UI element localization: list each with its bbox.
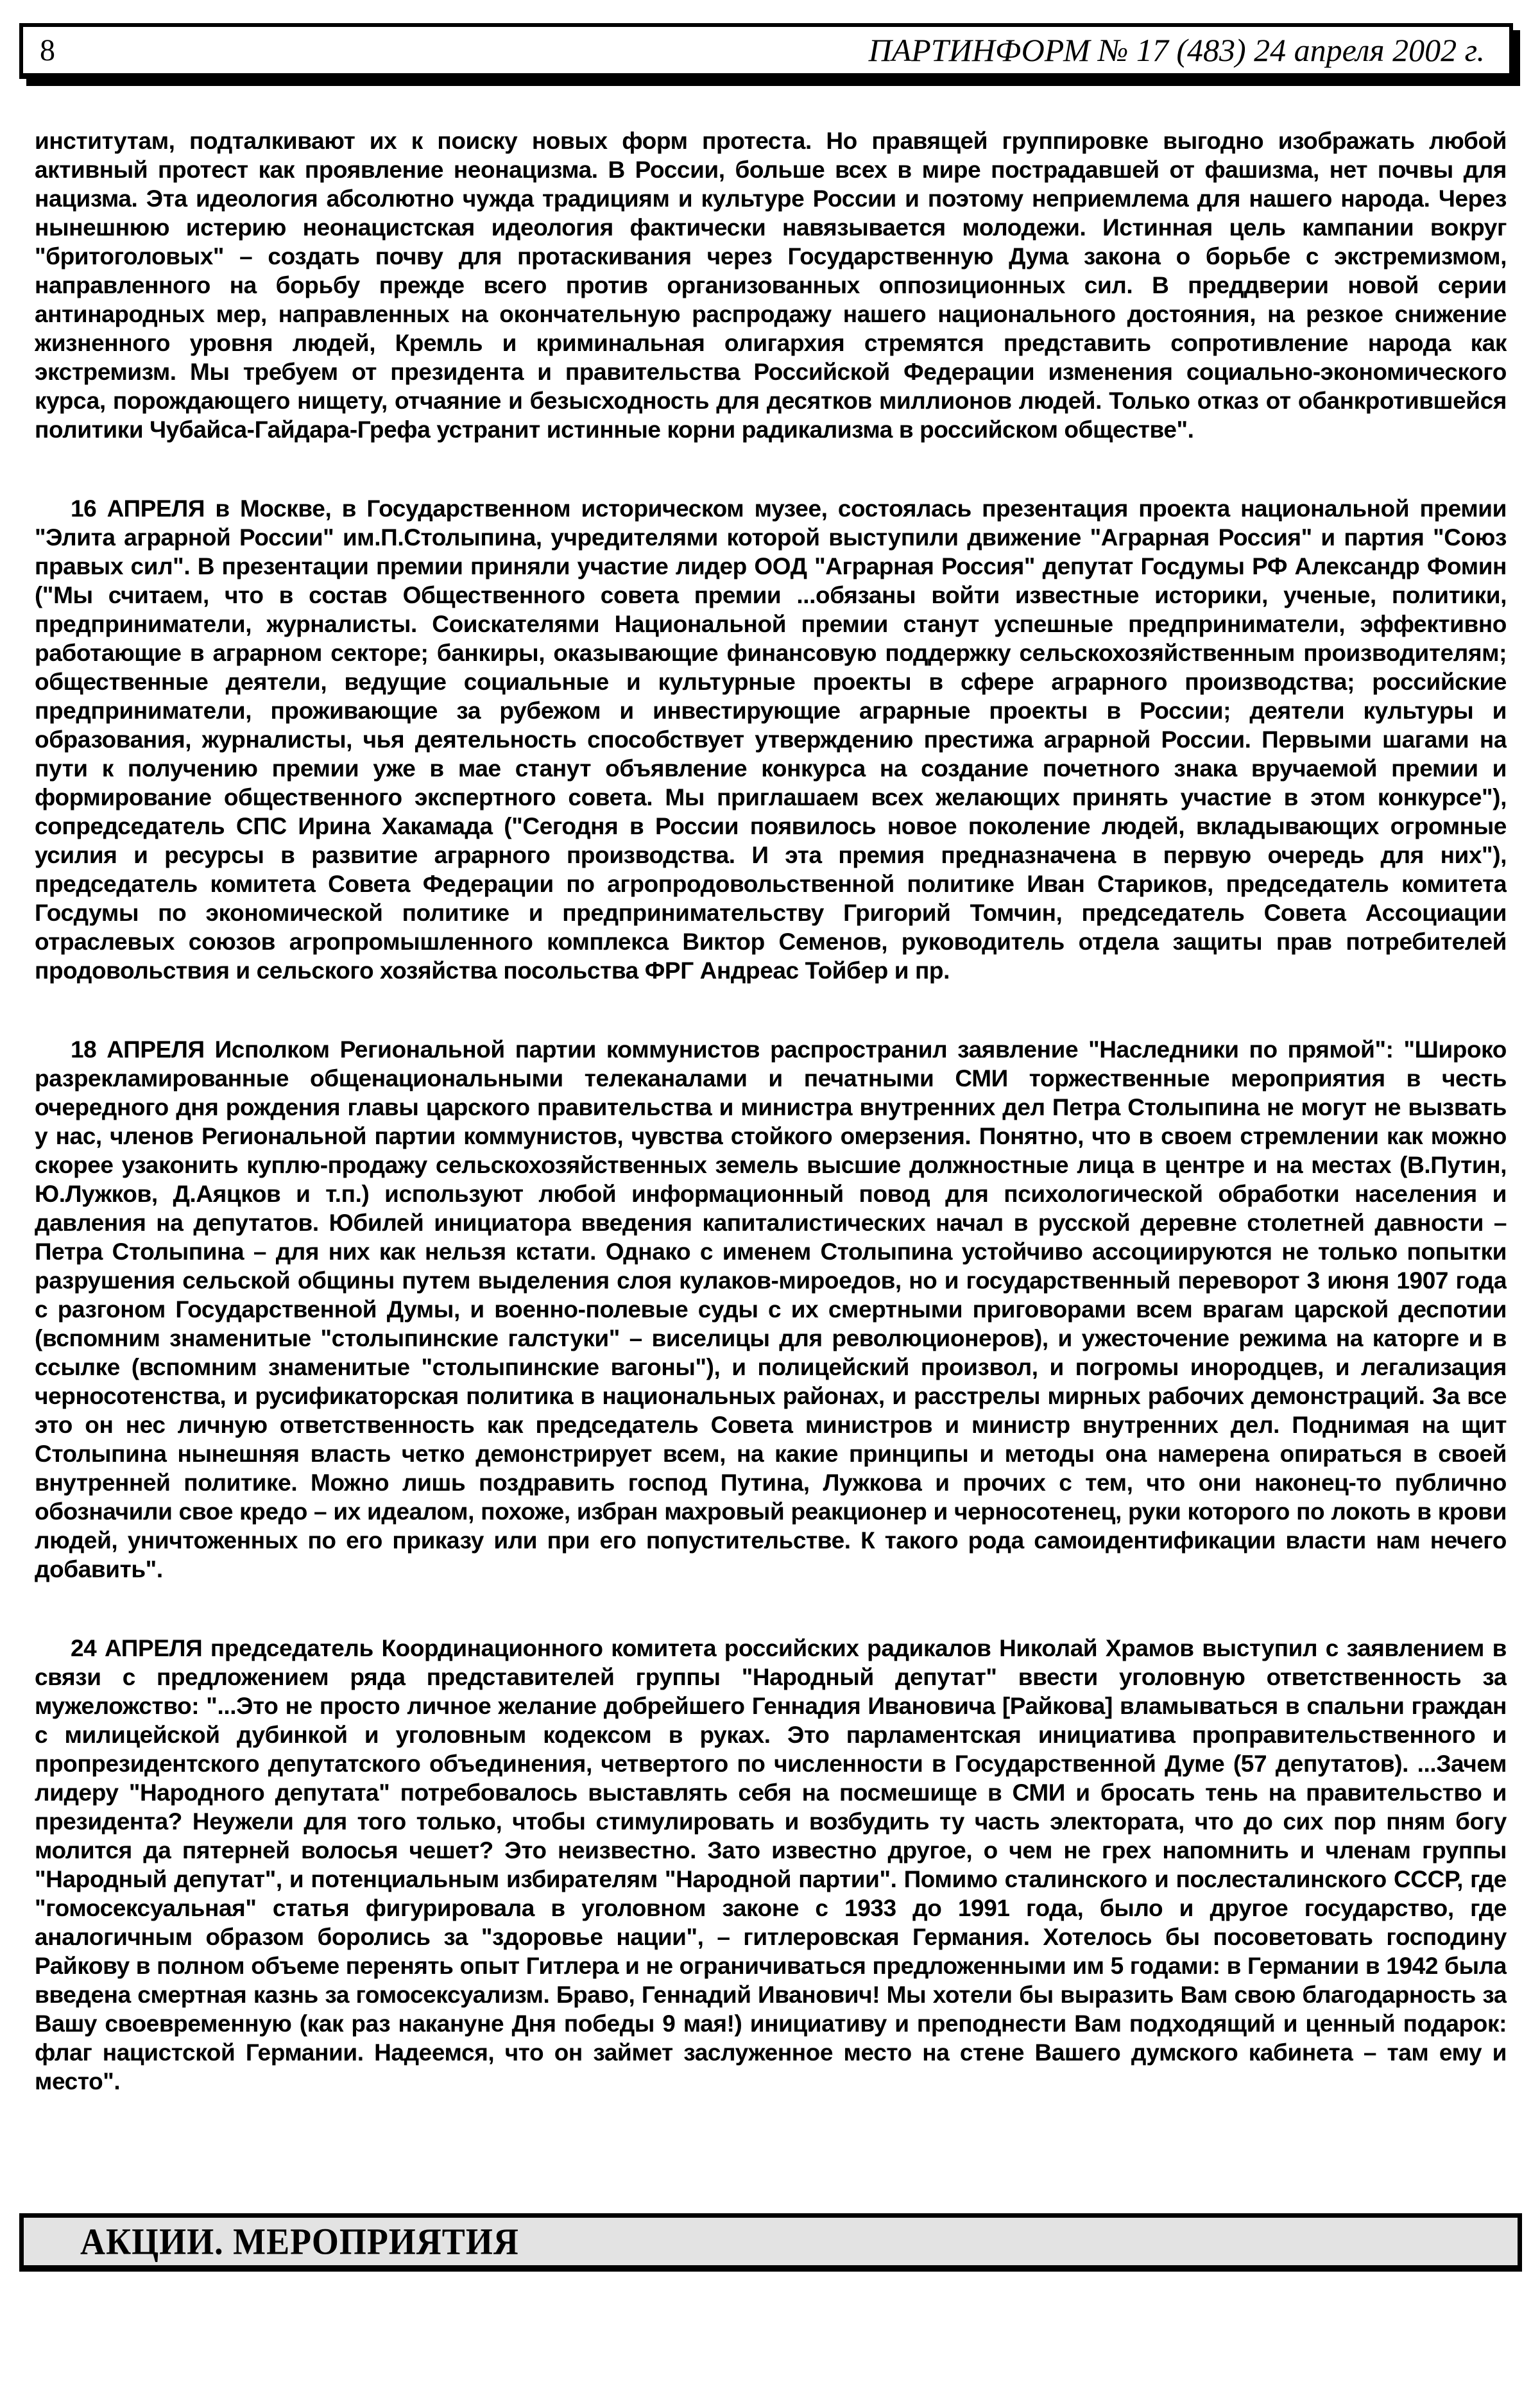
page-number: 8	[40, 33, 55, 67]
body-paragraph: 18 АПРЕЛЯ Исполком Региональной партии коммунистов распространил заявление "Наследники по прямой": "Широко разрекламированные общенациональными телеканалами и печатными СМИ торжественные мероприятия в честь очередного дня рождения главы царского правительства и министра внутренних дел Петра Столыпина не могут не вызвать у нас, членов Региональной партии коммунистов, чувства стойкого омерзения. Понятно, что в своем стремлении как можно скорее узаконить куплю-продажу сельскохозяйственных земель высшие должностные лица в центре и на местах (В.Путин, Ю.Лужков, Д.Аяцков и т.п.) используют любой информационный повод для психологической обработки населения и давления на депутатов. Юбилей инициатора введения капиталистических начал в русской деревне столетней давности – Петра Столыпина – для них как нельзя кстати. Однако с именем Столыпина устойчиво ассоциируются не только попытки разрушения сельской общины путем выделения слоя кулаков-мироедов, но и государственный переворот 3 июня 1907 года с разгоном Государственной Думы, и военно-полевые суды с их смертными приговорами всем врагам царской деспотии (вспомним знаменитые "столыпинские галстуки" – виселицы для революционеров), и ужесточение режима на каторге и в ссылке (вспомним знаменитые "столыпинские вагоны"), и полицейский произвол, и погромы инородцев, и легализация черносотенства, и русификаторская политика в национальных районах, и расстрелы мирных рабочих демонстраций. За все это он нес личную ответственность как председатель Совета министров и министр внутренних дел. Поднимая на щит Столыпина нынешняя власть четко демонстрирует всем, на какие принципы и методы она намерена опираться в своей внутренней политике. Можно лишь поздравить господ Путина, Лужкова и прочих с тем, что они наконец-то публично обозначили свое кредо – их идеалом, похоже, избран махровый реакционер и черносотенец, руки которого по локоть в крови людей, уничтоженных по его приказу или при его попустительстве. К такого рода самоидентификации власти нам нечего добавить".	[35, 1036, 1507, 1582]
body-paragraph: 24 АПРЕЛЯ председатель Координационного комитета российских радикалов Николай Храмов выступил с заявлением в связи с предложением ряда представителей группы "Народный депутат" ввести уголовную ответственность за мужеложство: "...Это не просто личное желание добрейшего Геннадия Ивановича [Райкова] вламываться в спальни граждан с милицейской дубинкой и уголовным кодексом в руках. Это парламентская инициатива проправительственного и пропрезидентского депутатского объединения, четвертого по численности в Государственной Думе (57 депутатов). ...Зачем лидеру "Народного депутата" потребовалось выставлять себя на посмешище в СМИ и бросать тень на правительство и президента? Неужели для того только, чтобы стимулировать и возбудить ту часть электората, что до сих пор пням богу молится да пятерней волосья чешет? Это неизвестно. Зато известно другое, о чем не грех напомнить и членам группы "Народный депутат", и потенциальным избирателям "Народной партии". Помимо сталинского и послесталинского СССР, где "гомосексуальная" статья фигурировала в уголовном законе с 1933 до 1991 года, было и другое государство, где аналогичным образом боролись за "здоровье нации", – гитлеровская Германия. Хотелось бы посоветовать господину Райкову в полном объеме перенять опыт Гитлера и не ограничиваться предложенными им 5 годами: в Германии в 1942 была введена смертная казнь за гомосексуализм. Браво, Геннадий Иванович! Мы хотели бы выразить Вам свою благодарность за Вашу своевременную (как раз накануне Дня победы 9 мая!) инициативу и преподнести Вам подходящий и ценный подарок: флаг нацистской Германии. Надеемся, что он займет заслуженное место на стене Вашего думского кабинета – там ему и место".	[35, 1635, 1507, 2095]
section-heading-box	[19, 2213, 1522, 2272]
article-body	[35, 79, 1507, 2188]
section-heading: АКЦИИ. МЕРОПРИЯТИЯ	[80, 2220, 519, 2263]
masthead	[19, 23, 1513, 79]
issue-title: ПАРТИНФОРМ № 17 (483) 24 апреля 2002 г.	[868, 32, 1485, 68]
body-paragraph: 16 АПРЕЛЯ в Москве, в Государственном историческом музее, состоялась презентация проекта национальной премии "Элита аграрной России" им.П.Столыпина, учредителями которой выступили движение "Аграрная Россия" и партия "Союз правых сил". В презентации премии приняли участие лидер ООД "Аграрная Россия" депутат Госдумы РФ Александр Фомин ("Мы считаем, что в состав Общественного совета премии ...обязаны войти известные историки, ученые, политики, предприниматели, журналисты. Соискателями Национальной премии станут успешные предприниматели, эффективно работающие в аграрном секторе; банкиры, оказывающие финансовую поддержку сельскохозяйственным производителям; общественные деятели, ведущие социальные и культурные проекты в сфере аграрного производства; российские предприниматели, проживающие за рубежом и инвестирующие аграрные проекты в России; деятели культуры и образования, журналисты, чья деятельность способствует утверждению престижа аграрной России. Первыми шагами на пути к получению премии уже в мае станут объявление конкурса на создание почетного знака вручаемой премии и формирование общественного экспертного совета. Мы приглашаем всех желающих принять участие в этом конкурсе"), сопредседатель СПС Ирина Хакамада ("Сегодня в России появилось новое поколение людей, вкладывающих огромные усилия и ресурсы в развитие аграрного производства. И эта премия предназначена в первую очередь для них"), председатель комитета Совета Федерации по агропродовольственной политике Иван Стариков, председатель комитета Госдумы по экономической политике и предпринимательству Григорий Томчин, председатель Совета Ассоциации отраслевых союзов агропромышленного комплекса Виктор Семенов, руководитель отдела защиты прав потребителей продовольствия и сельского хозяйства посольства ФРГ Андреас Тойбер и пр.	[35, 495, 1507, 984]
body-paragraph: институтам, подталкивают их к поиску новых форм протеста. Но правящей группировке выгодно изображать любой активный протест как проявление неонацизма. В России, больше всех в мире пострадавшей от фашизма, нет почвы для нацизма. Эта идеология абсолютно чужда традициям и культуре России и поэтому неприемлема для нашего народа. Через нынешнюю истерию неонацистская идеология фактически навязывается молодежи. Истинная цель кампании вокруг "бритоголовых" – создать почву для протаскивания через Государственную Дума закона о борьбе с экстремизмом, направленного на борьбу прежде всего против организованных оппозиционных сил. В преддверии новой серии антинародных мер, направленных на окончательную распродажу нашего национального достояния, на резкое снижение жизненного уровня людей, Кремль и криминальная олигархия стремятся представить сопротивление народа как экстремизм. Мы требуем от президента и правительства Российской Федерации изменения социально-экономического курса, порождающего нищету, отчаяние и безысходность для десятков миллионов людей. Только отказ от обанкротившейся политики Чубайса-Гайдара-Грефа устранит истинные корни радикализма в российском обществе".	[35, 128, 1507, 443]
